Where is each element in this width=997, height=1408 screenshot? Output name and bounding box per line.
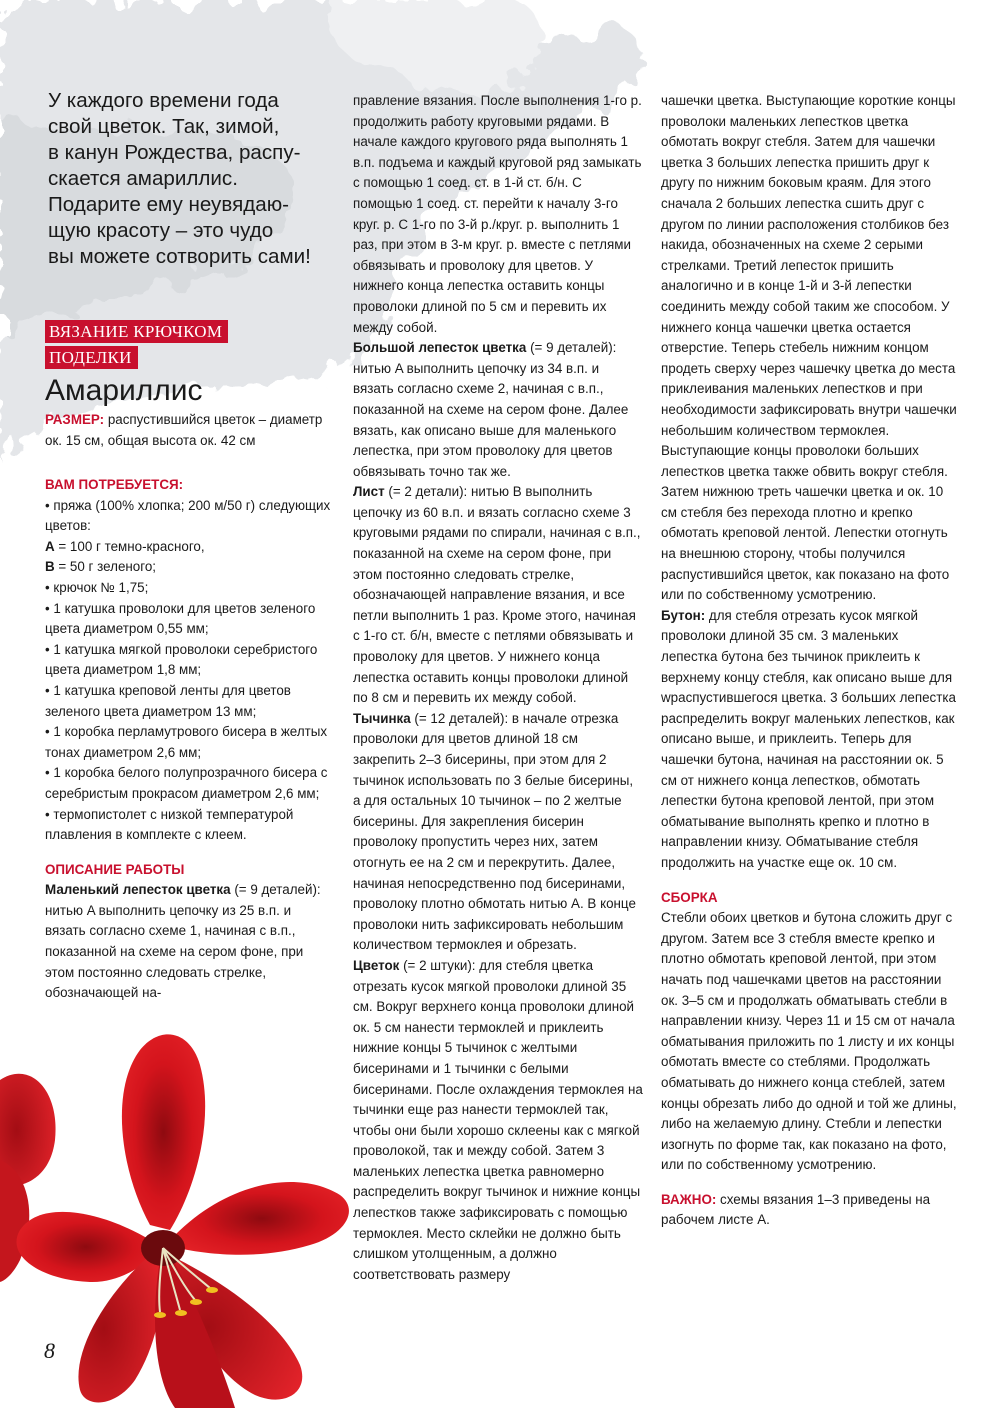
- leaf-label: Лист: [353, 484, 385, 500]
- important-note: [661, 1190, 957, 1231]
- intro-line: Подарите ему неувядаю-: [48, 193, 289, 216]
- materials-item: • крючок № 1,75;: [45, 579, 149, 595]
- column-3: [661, 91, 957, 1231]
- section-header: [45, 320, 345, 408]
- leaf-text: (= 2 детали): нитью B выполнить цепочку из 60 в.п. и вязать согласно схеме 3 круговыми рядами по спирали, начиная с в.п., показанной на схеме на сером фоне, при этом постоянно следовать стрелке, обозначающей направление вязания, и все петли выполнить 1 раз. Кроме этого, начиная с 1-го ст. б/н, вместе с петлями обвязывать и проволоку для цветов. У нижнего конца лепестка оставить концы проволоки длиной по 8 см и перевить их между собой.: [353, 484, 641, 706]
- small-petal-label: Маленький лепесток цветка: [45, 882, 231, 898]
- materials-item: • термопистолет с низкой температурой плавления в комплекте с клеем.: [45, 806, 294, 843]
- intro-line: щую красоту – это чудо: [48, 219, 274, 242]
- big-petal-paragraph: [353, 338, 643, 482]
- stamen-text: (= 12 деталей): в начале отрезка проволоки для цветов длиной 18 см закрепить 2–3 бисерины, при этом для 2 тычинок использовать по 3 белые бисерины, а для остальных 10 тычинок – по 2 желтые бисерины. Для закрепления бисерин проволоку пропустить через них, затем отогнуть ее на 2 см и перекрутить. Далее, начиная непосредственно под бисеринами, проволоку плотно обмотать нитью A. В конце проволоки нить зафиксировать небольшим количеством термоклея и обрезать.: [353, 710, 636, 953]
- column-1: [45, 475, 335, 1004]
- materials-item: • 1 коробка белого полупрозрачного бисера с серебристым прокрасом диаметром 2,6 мм;: [45, 765, 328, 801]
- paragraph: чашечки цветка. Выступающие короткие концы проволоки маленьких лепестков цветка обмотать вокруг стебля. Затем для чашечки цветка 3 больших лепестка пришить друг к другу по нижним боковым краям. Для этого сначала 2 больших лепестка сшить друг с другом по линии расположения столбиков без накида, обозначенных на схеме 2 серыми стрелками. Третий лепесток пришить аналогично и в конце 1-й и 3-й лепестки соединить между собой таким же способом. У нижнего конца чашечки цветка остается отверстие. Теперь стебель нижним концом продеть сверху через чашечку цветка до места приклеивания маленьких лепестков и при необходимости зафиксировать внутри чашечки небольшим количеством термоклея. Выступающие концы проволоки больших лепестков цветка также обвить вокруг стебля. Затем нижнюю треть чашечки цветка и ок. 10 см стебля без перехода плотно и крепко обмотать креповой лентой. Лепестки отогнуть на внешнюю сторону, чтобы получился распустившийся цветок, как показано на фото или по собственному усмотрению.: [661, 93, 957, 603]
- leaf-paragraph: [353, 482, 643, 709]
- article-title: Амариллис: [45, 374, 203, 407]
- small-petal-text: (= 9 деталей): нитью A выполнить цепочку из 25 в.п. и вязать согласно схеме 1, начиная с в.п., показанной на схеме на сером фоне, при этом постоянно следовать стрелке, обозначающей на-: [45, 882, 321, 1001]
- big-petal-label: Большой лепесток цветка: [353, 340, 527, 356]
- size-text: распустившийся цветок – диаметр ок. 15 см, общая высота ок. 42 см: [45, 412, 323, 448]
- materials-item: • пряжа (100% хлопка; 200 м/50 г) следующих цветов:: [45, 497, 331, 534]
- intro-line: скается амариллис.: [48, 167, 238, 190]
- section-tag-crafts: ПОДЕЛКИ: [45, 346, 138, 369]
- materials-item: • 1 катушка креповой ленты для цветов зеленого цвета диаметром 13 мм;: [45, 682, 291, 719]
- section-tag-crochet: ВЯЗАНИЕ КРЮЧКОМ: [45, 320, 228, 343]
- important-text: схемы вязания 1–3 приведены на рабочем листе A.: [661, 1191, 931, 1228]
- work-heading: ОПИСАНИЕ РАБОТЫ: [45, 861, 185, 877]
- small-petal-paragraph: [45, 880, 335, 1004]
- assembly-heading: СБОРКА: [661, 889, 718, 905]
- materials-item: • 1 катушка проволоки для цветов зеленого цвета диаметром 0,55 мм;: [45, 600, 316, 637]
- materials-item: A = 100 г темно-красного,: [45, 538, 205, 554]
- stamen-label: Тычинка: [353, 710, 411, 726]
- materials-heading: ВАМ ПОТРЕБУЕТСЯ:: [45, 477, 184, 492]
- column-2: [353, 91, 643, 1285]
- big-petal-text: (= 9 деталей): нитью A выполнить цепочку из 34 в.п. и вязать согласно схеме 2, начиная с в.п., показанной на схеме на сером фоне. Далее вязать, как описано выше для маленького лепестка, при этом проволоку для цветов обвязывать точно так же.: [353, 340, 629, 479]
- flower-label: Цветок: [353, 957, 400, 973]
- stamen-paragraph: [353, 709, 643, 956]
- bud-label: Бутон:: [661, 607, 706, 623]
- intro-line: в канун Рождества, распу-: [48, 141, 301, 164]
- intro-line: У каждого времени года: [48, 89, 279, 112]
- bud-paragraph: [661, 606, 957, 874]
- flower-text: (= 2 штуки): для стебля цветка отрезать кусок мягкой проволоки длиной 35 см. Вокруг верхнего конца проволоки длиной ок. 5 см нанести термоклей и приклеить нижние концы 5 тычинок с желтыми бисеринами и 1 тычинки с белыми бисеринами. После охлаждения термоклея на тычинки еще раз нанести термоклей так, чтобы они были хорошо склеены как с мягкой проволокой, так и между собой. Затем 3 маленьких лепестка цветка равномерно распределить вокруг тычинок и нижние концы лепестков также зафиксировать с помощью термоклея. Место склейки не должно быть слишком утолщенным, а должно соответствовать размеру: [353, 957, 643, 1282]
- intro-line: свой цветок. Так, зимой,: [48, 115, 280, 138]
- assembly-text: Стебли обоих цветков и бутона сложить друг с другом. Затем все 3 стебля вместе крепко и плотно обмотать креповой лентой, при этом начать под чашечками цветов на расстоянии ок. 3–5 см и продолжать обматывать стебли в направлении книзу. Через 11 и 15 см от начала обматывания приложить по 1 листу и их концы обмотать вместе со стеблями. Продолжать обматывать до нижнего конца стеблей, затем концы обрезать либо до одной и той же длины, либо на желаемую длину. Стебли и лепестки изогнуть по форме так, как показано на фото, или по собственному усмотрению.: [661, 910, 957, 1173]
- page-number: 8: [44, 1338, 55, 1363]
- materials-item: B = 50 г зеленого;: [45, 559, 157, 575]
- materials-item: • 1 катушка мягкой проволоки серебристого цвета диаметром 1,8 мм;: [45, 641, 318, 678]
- size-info: [45, 410, 340, 451]
- bud-text: для стебля отрезать кусок мягкой проволоки длиной 35 см. 3 маленьких лепестка бутона без тычинок приклеить к верхнему концу стебля, как описано выше для wраспустившегося цветка. 3 больших лепестка распределить вокруг маленьких лепестков, как описано выше, и приклеить. Теперь для чашечки бутона, начиная на расстоянии ок. 5 см от нижнего конца лепестков, обмотать лепестки бутона креповой лентой, при этом обматывание выполнять крепко и плотно в направлении книзу. Обматывание стебля продолжить на участке еще ок. 10 см.: [661, 607, 956, 870]
- color-code-a: A: [45, 538, 55, 554]
- intro-text: [48, 88, 348, 270]
- important-label: ВАЖНО:: [661, 1191, 717, 1207]
- size-label: РАЗМЕР:: [45, 412, 105, 427]
- paragraph: правление вязания. После выполнения 1-го р. продолжить работу круговыми рядами. В начале каждого кругового ряда выполнять 1 в.п. подъема и каждый круговой ряд замыкать с помощью 1 соед. ст. в 1-й ст. б/н. С помощью 1 соед. ст. перейти к началу 3-го круг. р. С 1-го по 3-й р./круг. р. выполнить 1 раз, при этом в 3-м круг. р. вместе с петлями обвязывать и проволоку для цветов. У нижнего конца лепестка оставить концы проволоки длиной по 5 см и перевить их между собой.: [353, 93, 642, 335]
- color-code-b: B: [45, 559, 55, 575]
- flower-paragraph: [353, 956, 643, 1286]
- intro-line: вы можете сотворить сами!: [48, 245, 311, 268]
- materials-item: • 1 коробка перламутрового бисера в желтых тонах диаметром 2,6 мм;: [45, 724, 328, 760]
